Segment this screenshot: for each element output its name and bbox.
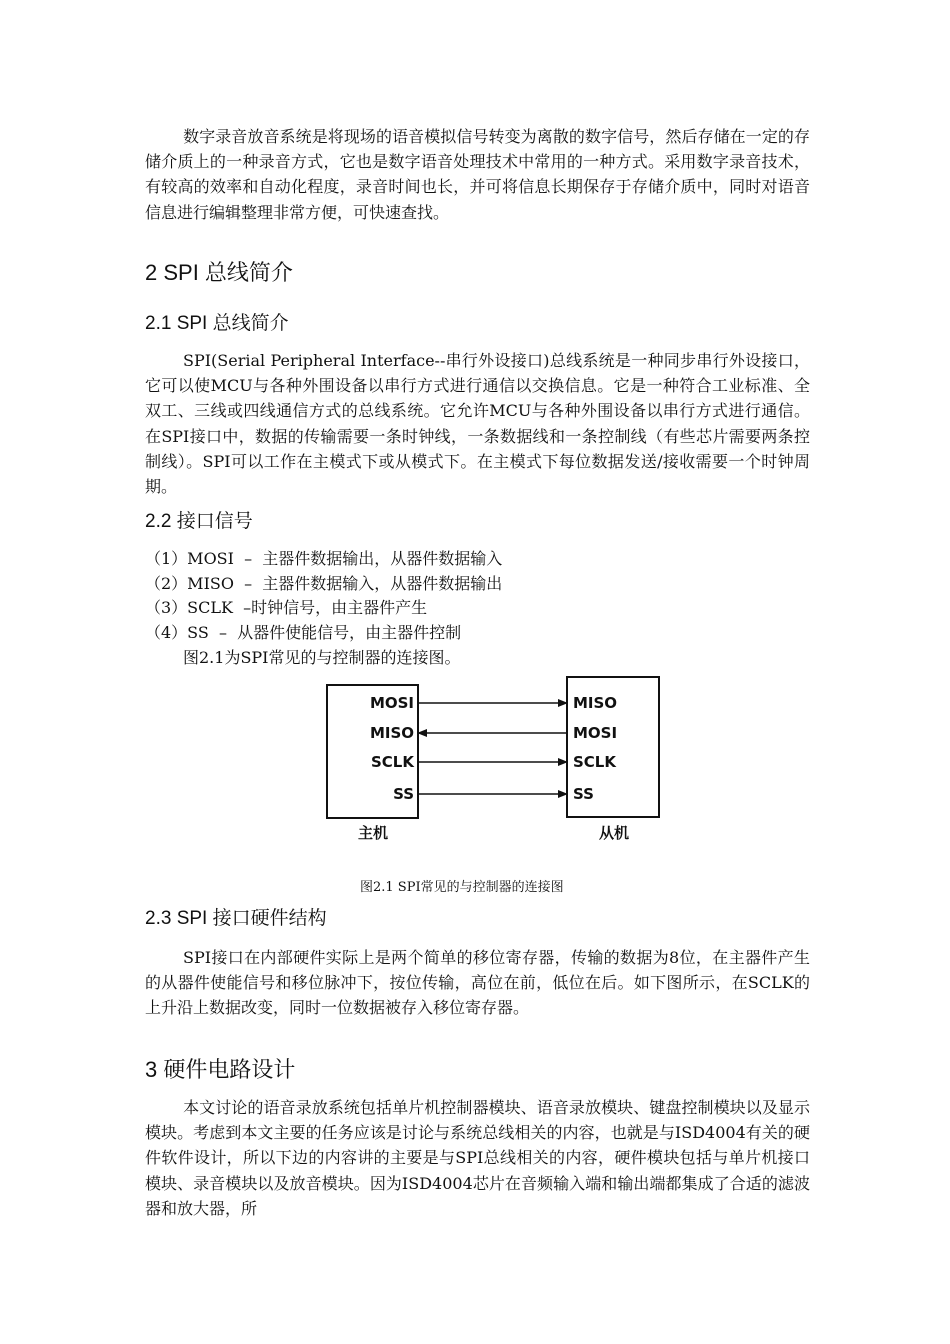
section-2-heading: 2 SPI 总线简介 (145, 260, 293, 285)
list-item: （2）MISO – 主器件数据输入，从器件数据输出 (145, 573, 503, 593)
list-item: （4）SS – 从器件使能信号，由主器件控制 (145, 622, 462, 642)
section-2-1-text: SPI(Serial Peripheral Interface--串行外设接口)总线系统是一种同步串行外设接口，它可以使MCU与各种外围设备以串行方式进行通信以交换信息。它是一种符合工业标准、全双工、三线或四线通信方式的总线系统。它允许MCU与各种外围设备以串行方式进行通信。在SPI接口中，数据的传输需要一条时钟线，一条数据线和一条控制线（有些芯片需要两条控制线）。SPI可以工作在主模式下或从模式下。在主模式下每位数据发送/接收需要一个时钟周期。 (145, 351, 810, 497)
master-pin-label: SS (393, 785, 414, 803)
section-2-2 (145, 509, 810, 535)
pin-labels (370, 694, 617, 803)
figure-intro (145, 645, 810, 670)
master-pin-label: MISO (369, 724, 414, 742)
section-3 (145, 1055, 810, 1085)
section-3-body (145, 1095, 810, 1221)
master-label: 主机 (358, 824, 389, 842)
section-2-2-heading: 2.2 接口信号 (145, 511, 253, 532)
slave-pin-label: SCLK (573, 753, 616, 771)
list-item: （3）SCLK –时钟信号，由主器件产生 (145, 598, 428, 617)
section-3-heading: 3 硬件电路设计 (145, 1057, 296, 1082)
signal-lines (418, 703, 567, 794)
section-2-1-body (145, 348, 810, 499)
spi-connection-diagram (320, 670, 670, 850)
section-2-1-paragraph (145, 348, 810, 499)
section-2 (145, 258, 810, 288)
section-3-paragraph (145, 1095, 810, 1221)
slave-pin-label: MOSI (573, 724, 618, 742)
section-2-3-heading: 2.3 SPI 接口硬件结构 (145, 908, 327, 929)
section-2-1-heading: 2.1 SPI 总线简介 (145, 313, 289, 334)
figure-caption: 图2.1 SPI常见的与控制器的连接图 (360, 880, 564, 895)
section-3-text: 本文讨论的语音录放系统包括单片机控制器模块、语音录放模块、键盘控制模块以及显示模块。考虑到本文主要的任务应该是讨论与系统总线相关的内容，也就是与ISD4004有关的硬件软件设计，所以下边的内容讲的主要是与SPI总线相关的内容，硬件模块包括与单片机接口模块、录音模块以及放音模块。因为ISD4004芯片在音频输入端和输出端都集成了合适的滤波器和放大器，所 (145, 1098, 810, 1218)
section-2-3 (145, 906, 810, 932)
figure-intro-text: 图2.1为SPI常见的与控制器的连接图。 (183, 648, 461, 667)
master-pin-label: MOSI (369, 694, 414, 712)
signal-list (145, 547, 810, 670)
master-pin-label: SCLK (371, 753, 414, 771)
slave-pin-label: MISO (573, 694, 618, 712)
intro-text: 数字录音放音系统是将现场的语音模拟信号转变为离散的数字信号，然后存储在一定的存储介质上的一种录音方式，它也是数字语音处理技术中常用的一种方式。采用数字录音技术，有较高的效率和自动化程度，录音时间也长，并可将信息长期保存于存储介质中，同时对语音信息进行编辑整理非常方便，可快速查找。 (145, 127, 810, 222)
section-2-3-body (145, 945, 810, 1021)
list-item: （1）MOSI – 主器件数据输出，从器件数据输入 (145, 549, 503, 568)
section-2-3-text: SPI接口在内部硬件实际上是两个简单的移位寄存器，传输的数据为8位，在主器件产生的从器件使能信号和移位脉冲下，按位传输，高位在前，低位在后。如下图所示，在SCLK的上升沿上数据改变，同时一位数据被存入移位寄存器。 (145, 948, 810, 1018)
slave-label: 从机 (599, 824, 630, 842)
section-2-3-paragraph (145, 945, 810, 1021)
slave-pin-label: SS (573, 785, 594, 803)
section-2-1 (145, 311, 810, 337)
intro-section (145, 124, 810, 225)
intro-paragraph (145, 124, 810, 225)
